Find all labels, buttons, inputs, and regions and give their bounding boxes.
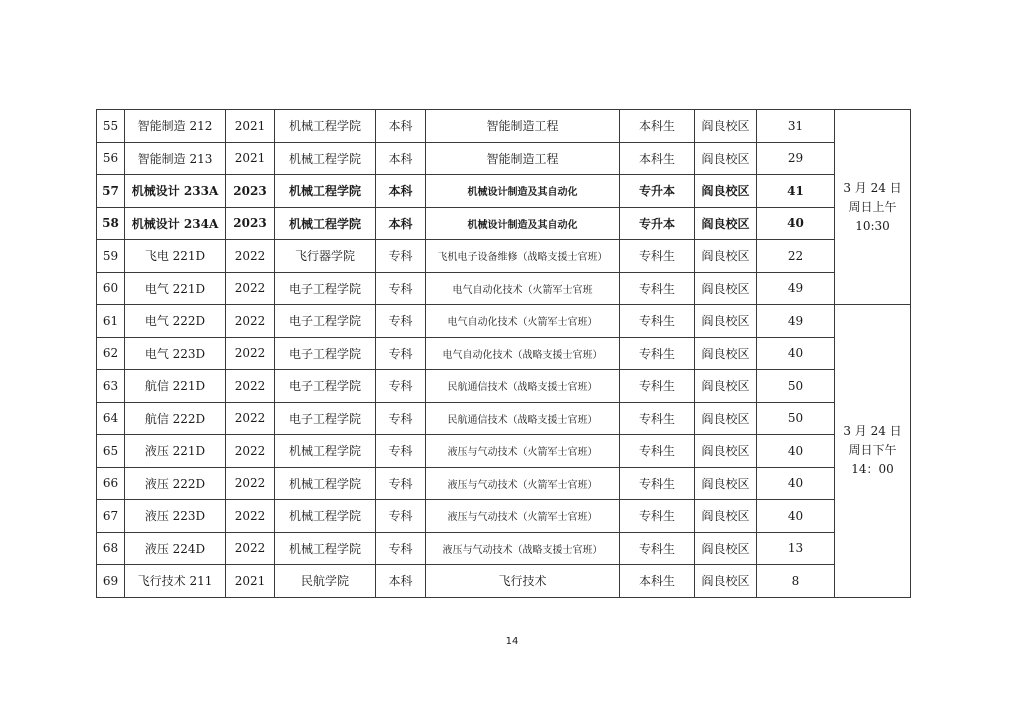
level-cell: 本科 [376, 565, 426, 598]
college-cell: 电子工程学院 [275, 402, 376, 435]
student-count-cell: 31 [757, 110, 835, 143]
college-cell: 机械工程学院 [275, 467, 376, 500]
level-cell: 专科 [376, 240, 426, 273]
row-number-cell: 64 [97, 402, 125, 435]
year-cell: 2022 [226, 402, 275, 435]
student-type-cell: 本科生 [620, 565, 695, 598]
student-type-cell: 专科生 [620, 435, 695, 468]
row-number-cell: 60 [97, 272, 125, 305]
table-row [97, 207, 911, 240]
campus-cell: 阎良校区 [695, 500, 757, 533]
year-cell: 2021 [226, 110, 275, 143]
year-cell: 2022 [226, 240, 275, 273]
college-cell: 机械工程学院 [275, 175, 376, 208]
row-number-cell: 55 [97, 110, 125, 143]
year-cell: 2022 [226, 337, 275, 370]
level-cell: 本科 [376, 142, 426, 175]
campus-cell: 阎良校区 [695, 110, 757, 143]
major-cell: 机械设计制造及其自动化 [426, 175, 620, 208]
class-name-cell: 飞电 221D [125, 240, 226, 273]
row-number-cell: 65 [97, 435, 125, 468]
table-row [97, 467, 911, 500]
major-cell: 民航通信技术（战略支援士官班） [426, 370, 620, 403]
class-name-cell: 机械设计 233A [125, 175, 226, 208]
campus-cell: 阎良校区 [695, 240, 757, 273]
row-number-cell: 69 [97, 565, 125, 598]
student-type-cell: 专科生 [620, 272, 695, 305]
student-count-cell: 22 [757, 240, 835, 273]
major-cell: 液压与气动技术（火箭军士官班） [426, 435, 620, 468]
session-time-cell [835, 110, 911, 305]
year-cell: 2022 [226, 500, 275, 533]
level-cell: 专科 [376, 272, 426, 305]
campus-cell: 阎良校区 [695, 305, 757, 338]
student-count-cell: 40 [757, 435, 835, 468]
row-number-cell: 62 [97, 337, 125, 370]
session-date: 3 月 24 日 [843, 424, 902, 439]
session-time-cell [835, 305, 911, 598]
student-count-cell: 40 [757, 207, 835, 240]
student-type-cell: 专升本 [620, 175, 695, 208]
college-cell: 机械工程学院 [275, 500, 376, 533]
year-cell: 2022 [226, 272, 275, 305]
year-cell: 2022 [226, 435, 275, 468]
college-cell: 机械工程学院 [275, 532, 376, 565]
student-type-cell: 专科生 [620, 467, 695, 500]
campus-cell: 阎良校区 [695, 272, 757, 305]
table-row [97, 110, 911, 143]
level-cell: 专科 [376, 467, 426, 500]
table-row [97, 142, 911, 175]
year-cell: 2023 [226, 175, 275, 208]
table-row [97, 435, 911, 468]
table-row [97, 305, 911, 338]
major-cell: 智能制造工程 [426, 110, 620, 143]
class-name-cell: 智能制造 212 [125, 110, 226, 143]
table-row [97, 500, 911, 533]
major-cell: 液压与气动技术（火箭军士官班） [426, 500, 620, 533]
level-cell: 专科 [376, 337, 426, 370]
session-time: 10:30 [855, 218, 890, 233]
class-name-cell: 电气 222D [125, 305, 226, 338]
major-cell: 飞行技术 [426, 565, 620, 598]
student-type-cell: 专科生 [620, 337, 695, 370]
student-type-cell: 本科生 [620, 110, 695, 143]
row-number-cell: 57 [97, 175, 125, 208]
campus-cell: 阎良校区 [695, 207, 757, 240]
level-cell: 专科 [376, 402, 426, 435]
level-cell: 专科 [376, 305, 426, 338]
class-name-cell: 机械设计 234A [125, 207, 226, 240]
row-number-cell: 61 [97, 305, 125, 338]
level-cell: 本科 [376, 175, 426, 208]
class-name-cell: 电气 223D [125, 337, 226, 370]
class-name-cell: 飞行技术 211 [125, 565, 226, 598]
class-name-cell: 液压 223D [125, 500, 226, 533]
campus-cell: 阎良校区 [695, 370, 757, 403]
student-type-cell: 专科生 [620, 402, 695, 435]
student-count-cell: 40 [757, 500, 835, 533]
table-row [97, 402, 911, 435]
session-time: 14：00 [851, 462, 894, 477]
campus-cell: 阎良校区 [695, 435, 757, 468]
table-row [97, 370, 911, 403]
campus-cell: 阎良校区 [695, 402, 757, 435]
student-count-cell: 40 [757, 337, 835, 370]
row-number-cell: 68 [97, 532, 125, 565]
major-cell: 电气自动化技术（战略支援士官班） [426, 337, 620, 370]
year-cell: 2023 [226, 207, 275, 240]
college-cell: 电子工程学院 [275, 305, 376, 338]
class-name-cell: 液压 222D [125, 467, 226, 500]
year-cell: 2021 [226, 142, 275, 175]
major-cell: 民航通信技术（战略支援士官班） [426, 402, 620, 435]
class-name-cell: 液压 221D [125, 435, 226, 468]
college-cell: 民航学院 [275, 565, 376, 598]
campus-cell: 阎良校区 [695, 337, 757, 370]
row-number-cell: 66 [97, 467, 125, 500]
schedule-table [96, 109, 911, 598]
row-number-cell: 58 [97, 207, 125, 240]
college-cell: 电子工程学院 [275, 370, 376, 403]
student-type-cell: 专科生 [620, 305, 695, 338]
student-count-cell: 8 [757, 565, 835, 598]
session-date: 3 月 24 日 [843, 180, 902, 195]
student-type-cell: 专科生 [620, 370, 695, 403]
major-cell: 液压与气动技术（战略支援士官班） [426, 532, 620, 565]
student-count-cell: 13 [757, 532, 835, 565]
college-cell: 机械工程学院 [275, 435, 376, 468]
campus-cell: 阎良校区 [695, 175, 757, 208]
session-weekday: 周日上午 [848, 199, 897, 214]
student-count-cell: 41 [757, 175, 835, 208]
college-cell: 电子工程学院 [275, 337, 376, 370]
class-name-cell: 电气 221D [125, 272, 226, 305]
row-number-cell: 56 [97, 142, 125, 175]
class-name-cell: 智能制造 213 [125, 142, 226, 175]
row-number-cell: 63 [97, 370, 125, 403]
major-cell: 飞机电子设备维修（战略支援士官班） [426, 240, 620, 273]
table-row [97, 532, 911, 565]
student-count-cell: 40 [757, 467, 835, 500]
year-cell: 2022 [226, 532, 275, 565]
year-cell: 2022 [226, 370, 275, 403]
campus-cell: 阎良校区 [695, 142, 757, 175]
schedule-table-body [97, 110, 911, 598]
row-number-cell: 67 [97, 500, 125, 533]
college-cell: 飞行器学院 [275, 240, 376, 273]
major-cell: 电气自动化技术（火箭军士官班） [426, 305, 620, 338]
major-cell: 智能制造工程 [426, 142, 620, 175]
table-row [97, 272, 911, 305]
college-cell: 机械工程学院 [275, 110, 376, 143]
year-cell: 2021 [226, 565, 275, 598]
class-name-cell: 航信 222D [125, 402, 226, 435]
level-cell: 专科 [376, 500, 426, 533]
major-cell: 电气自动化技术（火箭军士官班 [426, 272, 620, 305]
campus-cell: 阎良校区 [695, 467, 757, 500]
table-row [97, 175, 911, 208]
class-name-cell: 液压 224D [125, 532, 226, 565]
year-cell: 2022 [226, 467, 275, 500]
class-name-cell: 航信 221D [125, 370, 226, 403]
campus-cell: 阎良校区 [695, 532, 757, 565]
student-type-cell: 专科生 [620, 240, 695, 273]
level-cell: 专科 [376, 370, 426, 403]
student-type-cell: 专升本 [620, 207, 695, 240]
student-count-cell: 50 [757, 402, 835, 435]
student-count-cell: 49 [757, 272, 835, 305]
college-cell: 机械工程学院 [275, 142, 376, 175]
row-number-cell: 59 [97, 240, 125, 273]
table-row [97, 337, 911, 370]
major-cell: 机械设计制造及其自动化 [426, 207, 620, 240]
table-row [97, 240, 911, 273]
table-row [97, 565, 911, 598]
major-cell: 液压与气动技术（火箭军士官班） [426, 467, 620, 500]
student-count-cell: 29 [757, 142, 835, 175]
level-cell: 本科 [376, 110, 426, 143]
level-cell: 本科 [376, 207, 426, 240]
student-type-cell: 专科生 [620, 532, 695, 565]
session-weekday: 周日下午 [848, 443, 897, 458]
student-count-cell: 49 [757, 305, 835, 338]
level-cell: 专科 [376, 435, 426, 468]
level-cell: 专科 [376, 532, 426, 565]
student-type-cell: 本科生 [620, 142, 695, 175]
year-cell: 2022 [226, 305, 275, 338]
college-cell: 机械工程学院 [275, 207, 376, 240]
campus-cell: 阎良校区 [695, 565, 757, 598]
college-cell: 电子工程学院 [275, 272, 376, 305]
student-type-cell: 专科生 [620, 500, 695, 533]
page-number: 14 [505, 636, 519, 647]
student-count-cell: 50 [757, 370, 835, 403]
